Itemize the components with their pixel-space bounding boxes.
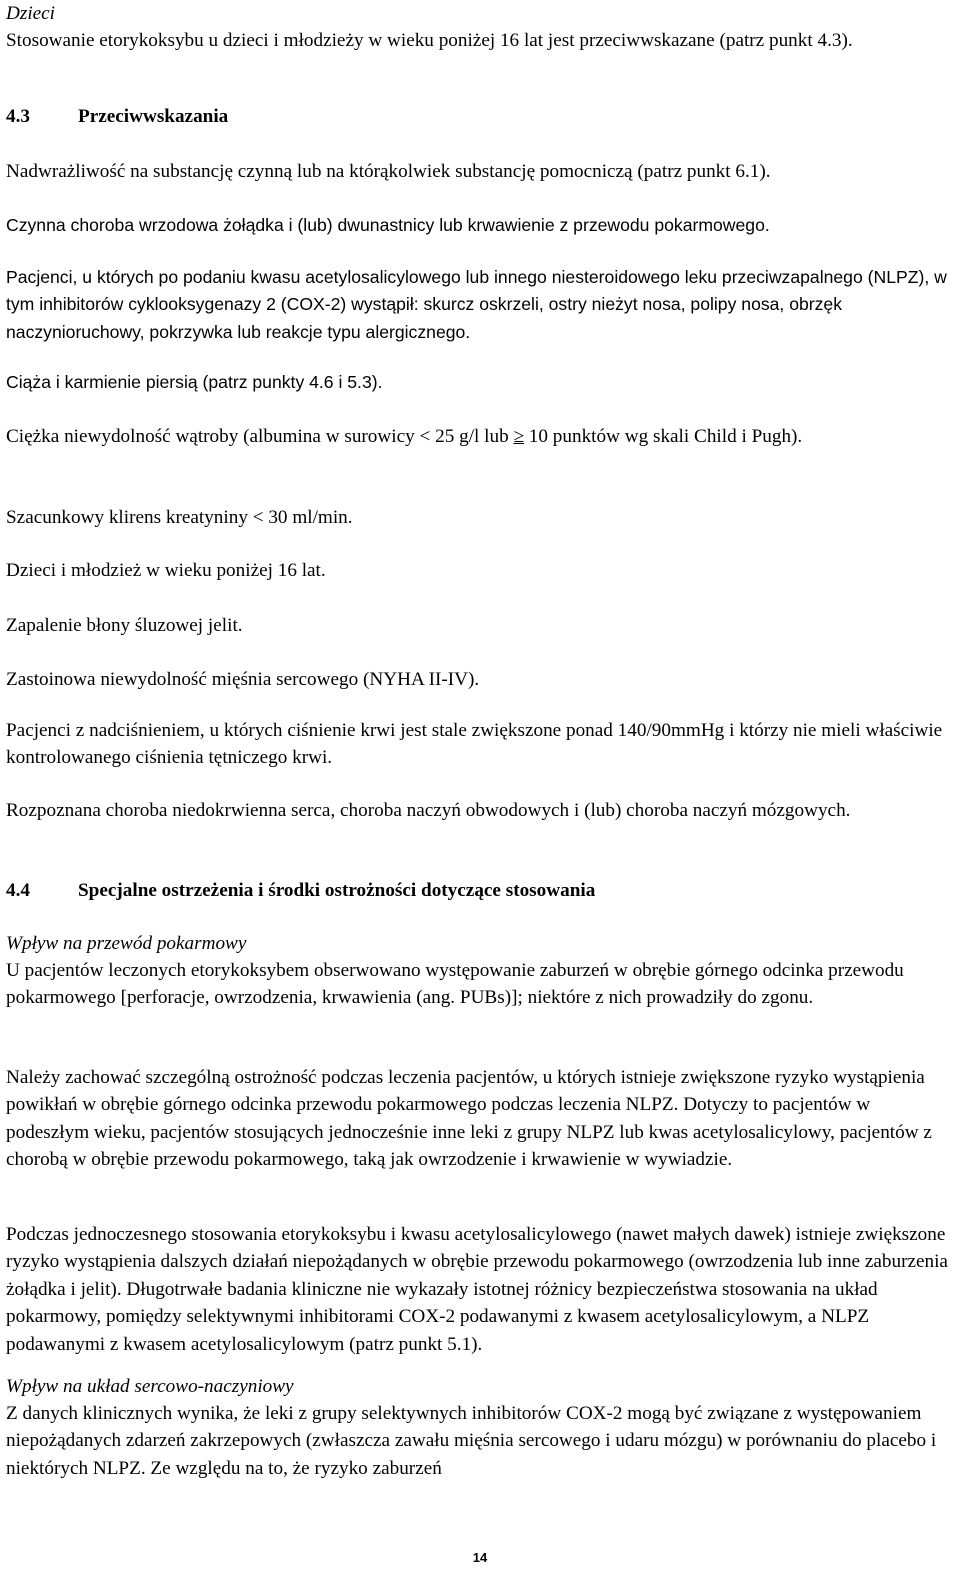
children-heading: Dzieci: [6, 3, 56, 24]
contraindication-heart-failure: Zastoinowa niewydolność mięśnia sercowego (NYHA II-IV).: [6, 669, 480, 690]
greater-equal-symbol: ≥: [513, 426, 524, 447]
section-number: 4.3: [6, 106, 30, 127]
contraindication-nsaid-reaction: Pacjenci, u których po podaniu kwasu acetylosalicylowego lub innego niesteroidowego leku przeciwzapalnego (NLPZ), w tym inhibitorów cyklooksygenazy 2 (COX-2) wystąpił: skurcz oskrzeli, ostry nieżyt nosa, polipy nosa, obrzęk naczynioruchowy, pokrzywka lub reakcje typu alergicznego.: [6, 267, 947, 342]
contraindication-children: Dzieci i młodzież w wieku poniżej 16 lat.: [6, 560, 326, 581]
section-title: Specjalne ostrzeżenia i środki ostrożności dotyczące stosowania: [78, 880, 596, 901]
gi-paragraph-3: Podczas jednoczesnego stosowania etorykoksybu i kwasu acetylosalicylowego (nawet małych dawek) istnieje zwiększone ryzyko wystąpienia dalszych działań niepożądanych w obrębie przewodu pokarmowego (owrzodzenia lub inne zaburzenia żołądka i jelit). Długotrwałe badania kliniczne nie wykazały istotnej różnicy bezpieczeństwa stosowania na układ pokarmowy, pomiędzy selektywnymi inhibitorami COX-2 podawanymi z kwasem acetylosalicylowym, a NLPZ podawanymi z kwasem acetylosalicylowym (patrz punkt 5.1).: [6, 1224, 948, 1355]
contraindication-liver: [6, 423, 951, 450]
contraindication-ulcer: Czynna choroba wrzodowa żołądka i (lub) dwunastnicy lub krwawienie z przewodu pokarmowego.: [6, 215, 770, 235]
page-number: 14: [472, 1550, 488, 1565]
section-title: Przeciwwskazania: [78, 106, 229, 127]
cv-heading: Wpływ na układ sercowo-naczyniowy: [6, 1376, 294, 1397]
contraindication-creatinine: Szacunkowy klirens kreatyniny < 30 ml/min.: [6, 507, 353, 528]
section-4-3-heading: [6, 103, 951, 130]
contraindication-pregnancy: Ciąża i karmienie piersią (patrz punkty 4.6 i 5.3).: [6, 372, 383, 392]
liver-text-after: 10 punktów wg skali Child i Pugh).: [524, 426, 803, 447]
gi-paragraph-2: Należy zachować szczególną ostrożność podczas leczenia pacjentów, u których istnieje zwiększone ryzyko wystąpienia powikłań w obrębie górnego odcinka przewodu pokarmowego podczas leczenia NLPZ. Dotyczy to pacjentów w podeszłym wieku, pacjentów stosujących jednocześnie inne leki z grupy NLPZ lub kwas acetylosalicylowy, pacjentów z chorobą w obrębie przewodu pokarmowego, taką jak owrzodzenie i krwawienie w wywiadzie.: [6, 1067, 932, 1171]
liver-text-before: Ciężka niewydolność wątroby (albumina w surowicy < 25 g/l lub: [6, 426, 514, 447]
section-4-4-heading: [6, 877, 951, 904]
cv-paragraph: Z danych klinicznych wynika, że leki z grupy selektywnych inhibitorów COX-2 mogą być związane z występowaniem niepożądanych zdarzeń zakrzepowych (zwłaszcza zawału mięśnia sercowego i udaru mózgu) w porównaniu do placebo i niektórych NLPZ. Ze względu na to, że ryzyko zaburzeń: [6, 1403, 937, 1479]
contraindication-ischemic: Rozpoznana choroba niedokrwienna serca, choroba naczyń obwodowych i (lub) choroba naczyń mózgowych.: [6, 800, 851, 821]
children-text: Stosowanie etorykoksybu u dzieci i młodzieży w wieku poniżej 16 lat jest przeciwwskazane (patrz punkt 4.3).: [6, 30, 853, 51]
contraindication-ibd: Zapalenie błony śluzowej jelit.: [6, 615, 243, 636]
section-number: 4.4: [6, 880, 30, 901]
gi-heading: Wpływ na przewód pokarmowy: [6, 933, 247, 954]
contraindication-hypertension: Pacjenci z nadciśnieniem, u których ciśnienie krwi jest stale zwiększone ponad 140/90mmHg i którzy nie mieli właściwie kontrolowanego ciśnienia tętniczego krwi.: [6, 720, 943, 769]
gi-paragraph-1: U pacjentów leczonych etorykoksybem obserwowano występowanie zaburzeń w obrębie górnego odcinka przewodu pokarmowego [perforacje, owrzodzenia, krwawienia (ang. PUBs)]; niektóre z nich prowadziły do zgonu.: [6, 960, 904, 1009]
contraindication-hypersensitivity: Nadwrażliwość na substancję czynną lub na którąkolwiek substancję pomocniczą (patrz punkt 6.1).: [6, 161, 771, 182]
